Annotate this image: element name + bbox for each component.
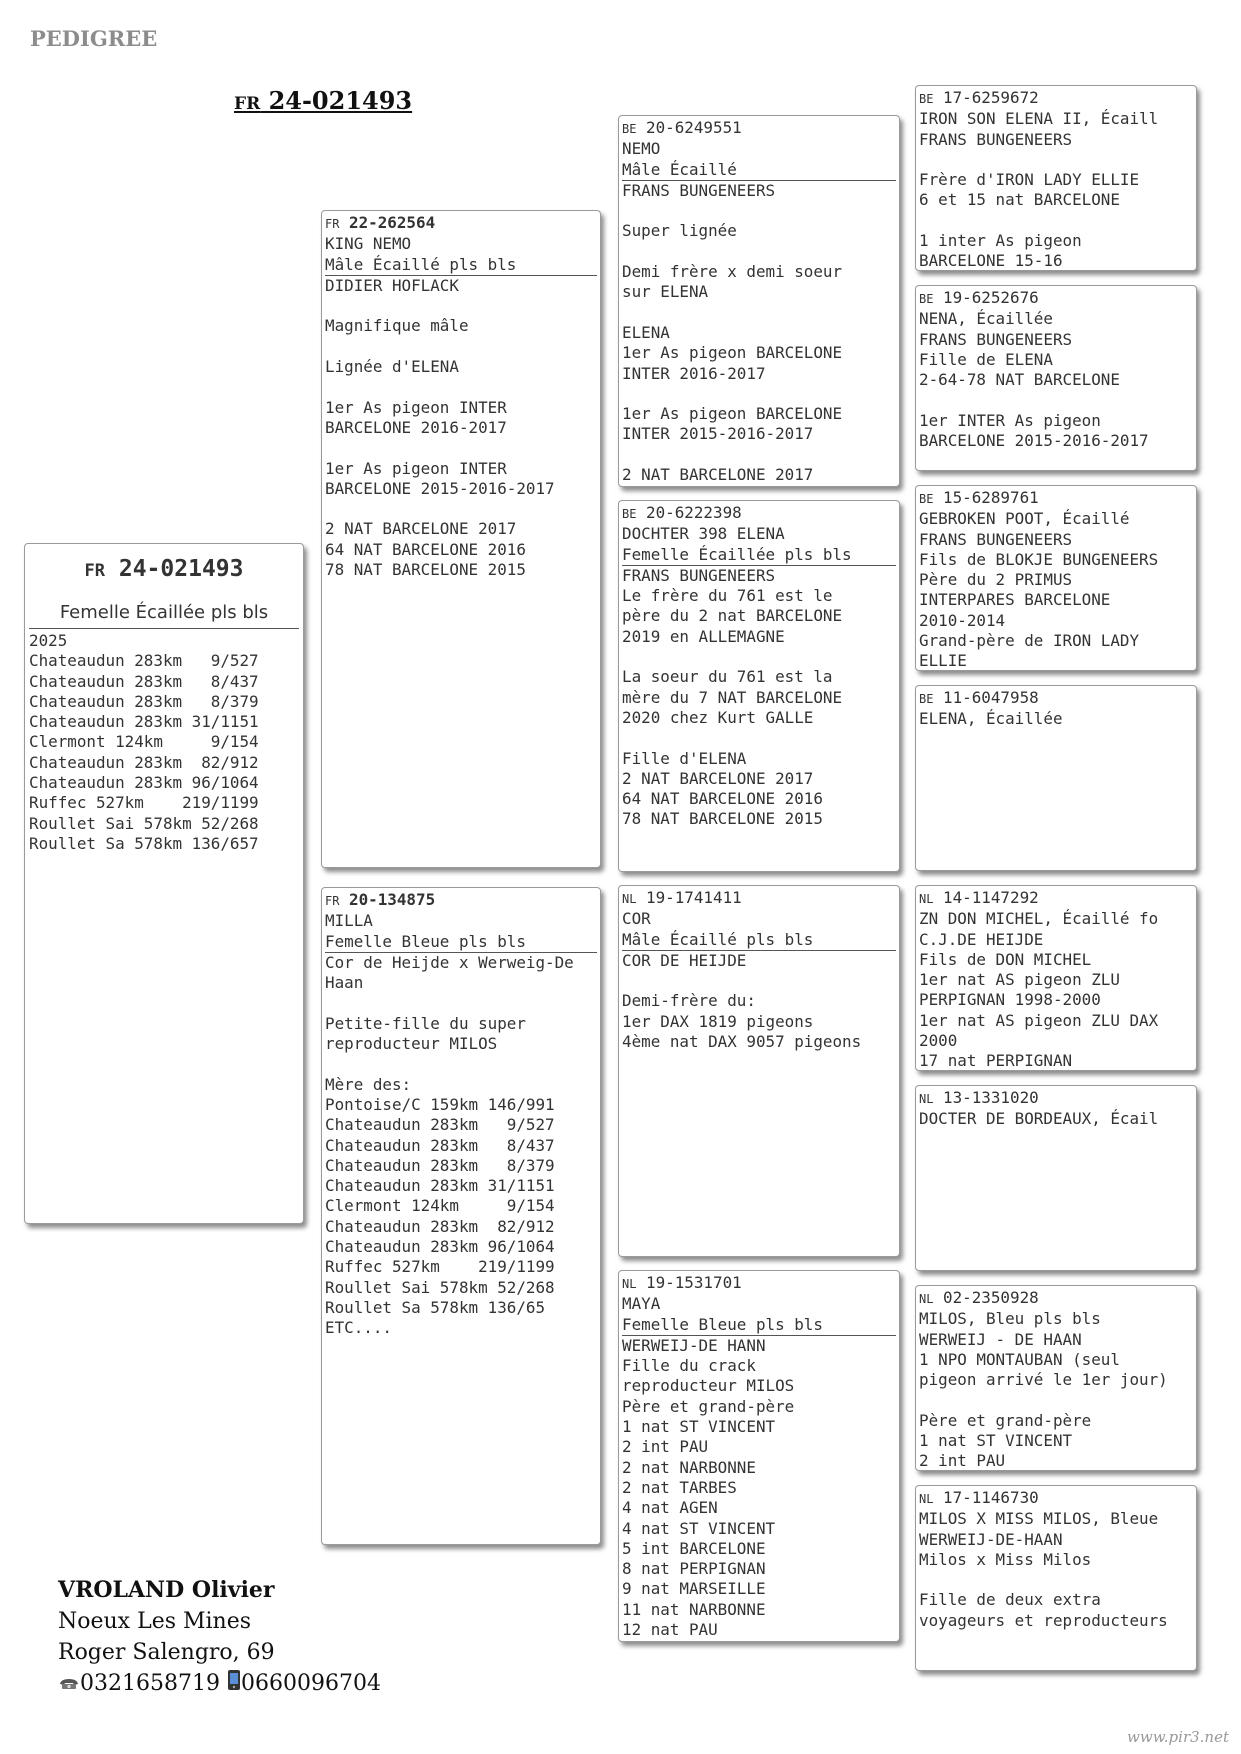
sire-lines	[325, 276, 597, 580]
sire-dam-sire-ring	[919, 488, 1193, 509]
pedigree-line: 2 nat TARBES	[622, 1477, 737, 1497]
pedigree-line: COR DE HEIJDE	[622, 950, 747, 970]
pedigree-line: 2 NAT BARCELONE 2017	[622, 768, 814, 788]
page-title: PEDIGREE	[30, 26, 158, 51]
pedigree-line: Ruffec 527km 219/1199	[29, 793, 259, 813]
sire-dam-country: BE	[622, 507, 637, 521]
pedigree-line: MILOS, Bleu pls bls	[919, 1309, 1101, 1329]
sire-dam-lines	[622, 566, 896, 830]
pedigree-line: 17 nat PERPIGNAN	[919, 1051, 1073, 1071]
dam-description: Femelle Bleue pls bls	[325, 932, 597, 953]
dam-sire-sire-lines	[919, 909, 1193, 1071]
pedigree-line: DIDIER HOFLACK	[325, 275, 459, 295]
dam-dam-country: NL	[622, 1277, 637, 1291]
pedigree-line: ZN DON MICHEL, Écaillé fo	[919, 909, 1159, 929]
breeder-street: Roger Salengro, 69	[58, 1640, 275, 1665]
pedigree-line: 2025	[29, 631, 68, 650]
breeder-city: Noeux Les Mines	[58, 1609, 252, 1634]
sire-sire-dam-ring-number: 19-6252676	[943, 288, 1039, 307]
pedigree-line: 2 int PAU	[622, 1437, 709, 1457]
pedigree-line	[325, 377, 597, 397]
pedigree-line: Pontoise/C 159km 146/991	[325, 1094, 555, 1114]
pedigree-line	[622, 303, 896, 323]
pedigree-line: Super lignée	[622, 221, 737, 241]
dam-sire-card	[618, 885, 900, 1257]
sire-dam-dam-card	[915, 685, 1197, 871]
pedigree-line: INTER 2015-2016-2017	[622, 424, 814, 444]
pedigree-line: 1er nat AS pigeon ZLU DAX	[919, 1010, 1159, 1030]
pedigree-line: Petite-fille du super	[325, 1013, 526, 1033]
pedigree-line: 4ème nat DAX 9057 pigeons	[622, 1032, 862, 1052]
pedigree-line: 1 inter As pigeon	[919, 231, 1082, 251]
pedigree-line: 1er As pigeon INTER	[325, 397, 507, 417]
pedigree-line: Ruffec 527km 219/1199	[325, 1257, 555, 1277]
pedigree-line: Fille de deux extra	[919, 1590, 1101, 1610]
dam-dam-sire-ring	[919, 1288, 1193, 1309]
pedigree-line: Chateaudun 283km 96/1064	[325, 1237, 555, 1257]
sire-dam-sire-ring-number: 15-6289761	[943, 488, 1039, 507]
sire-country: FR	[325, 217, 340, 231]
dam-sire-lines	[622, 951, 896, 1052]
sire-dam-dam-lines	[919, 709, 1193, 729]
pedigree-line: 1er nat AS pigeon ZLU	[919, 970, 1120, 990]
pedigree-line: pigeon arrivé le 1er jour)	[919, 1370, 1168, 1390]
mobile-icon	[227, 1669, 241, 1700]
pedigree-line: 1er DAX 1819 pigeons	[622, 1011, 814, 1031]
pedigree-line	[325, 296, 597, 316]
pedigree-line: Chateaudun 283km 96/1064	[29, 773, 259, 793]
dam-lines	[325, 953, 597, 1339]
pedigree-line: 1er As pigeon INTER	[325, 458, 507, 478]
dam-ring	[325, 890, 597, 911]
sire-dam-sire-country: BE	[919, 492, 934, 506]
dam-sire-sire-ring	[919, 888, 1193, 909]
pedigree-line: GEBROKEN POOT, Écaillé	[919, 509, 1130, 529]
pedigree-line: Chateaudun 283km 8/379	[29, 691, 259, 711]
subject-card	[24, 543, 304, 1224]
pedigree-line: INTER 2016-2017	[622, 363, 766, 383]
pedigree-line: MILOS X MISS MILOS, Bleue	[919, 1509, 1159, 1529]
pedigree-line: Père et grand-père	[919, 1410, 1092, 1430]
pedigree-line: PERPIGNAN 1998-2000	[919, 990, 1101, 1010]
pedigree-line: Père du 2 PRIMUS	[919, 570, 1073, 590]
sire-dam-sire-lines	[919, 509, 1193, 671]
dam-sire-name: COR	[622, 909, 651, 929]
breeder-name: VROLAND Olivier	[58, 1577, 275, 1603]
dam-sire-ring-number: 19-1741411	[646, 888, 742, 907]
pedigree-line: Chateaudun 283km 31/1151	[325, 1176, 555, 1196]
pedigree-line: 1 NPO MONTAUBAN (seul	[919, 1349, 1120, 1369]
pedigree-line: Milos x Miss Milos	[919, 1549, 1092, 1569]
pedigree-line: 1er INTER As pigeon	[919, 410, 1101, 430]
pedigree-line: reproducteur MILOS	[622, 1376, 795, 1396]
pedigree-line: 4 nat AGEN	[622, 1498, 718, 1518]
heading-country: FR	[234, 94, 261, 114]
dam-sire-sire-card	[915, 885, 1197, 1071]
pedigree-line: reproducteur MILOS	[325, 1034, 498, 1054]
breeder-info	[58, 1575, 381, 1700]
pedigree-line	[622, 728, 896, 748]
pedigree-line	[325, 1054, 597, 1074]
pedigree-line: 2 nat NARBONNE	[622, 1457, 756, 1477]
pedigree-line: Chateaudun 283km 82/912	[325, 1216, 555, 1236]
sire-sire-dam-country: BE	[919, 292, 934, 306]
breeder-phones	[58, 1668, 381, 1700]
sire-dam-card	[618, 500, 900, 872]
pedigree-line: FRANS BUNGENEERS	[622, 565, 776, 585]
sire-sire-description: Mâle Écaillé	[622, 160, 896, 181]
pedigree-line: WERWEIJ-DE HANN	[622, 1335, 766, 1355]
dam-ring-number: 20-134875	[349, 890, 436, 909]
pedigree-line: Magnifique mâle	[325, 316, 469, 336]
pedigree-line	[325, 993, 597, 1013]
dam-sire-dam-ring-number: 13-1331020	[943, 1088, 1039, 1107]
pedigree-line	[622, 384, 896, 404]
dam-sire-sire-country: NL	[919, 892, 934, 906]
pedigree-line: Lignée d'ELENA	[325, 357, 459, 377]
pedigree-line: Roullet Sa 578km 136/657	[29, 833, 259, 853]
pedigree-line: 78 NAT BARCELONE 2015	[622, 809, 823, 829]
pedigree-line: 8 nat PERPIGNAN	[622, 1559, 766, 1579]
heading-ring	[234, 86, 412, 115]
pedigree-line	[919, 211, 1193, 231]
dam-sire-country: NL	[622, 892, 637, 906]
pedigree-line	[622, 647, 896, 667]
pedigree-line: La soeur du 761 est la	[622, 667, 833, 687]
footer-site: www.pir3.net	[1127, 1728, 1229, 1746]
dam-dam-sire-country: NL	[919, 1292, 934, 1306]
pedigree-line: Fille de ELENA	[919, 349, 1053, 369]
pedigree-line: 2 NAT BARCELONE 2017	[325, 519, 517, 539]
pedigree-line: Fille d'ELENA	[622, 748, 747, 768]
pedigree-line	[325, 499, 597, 519]
pedigree-line: 1er As pigeon BARCELONE	[622, 343, 843, 363]
pedigree-line: Mère des:	[325, 1074, 412, 1094]
pedigree-line: Le frère du 761 est le	[622, 586, 833, 606]
pedigree-line: C.J.DE HEIJDE	[919, 929, 1044, 949]
pedigree-line: BARCELONE 2016-2017	[325, 417, 507, 437]
breeder-mobile: 0660096704	[240, 1671, 381, 1696]
sire-sire-ring	[622, 118, 896, 139]
sire-sire-lines	[622, 181, 896, 485]
sire-description: Mâle Écaillé pls bls	[325, 255, 597, 276]
sire-sire-card	[618, 115, 900, 487]
pedigree-line: Fils de BLOKJE BUNGENEERS	[919, 549, 1159, 569]
pedigree-line: INTERPARES BARCELONE	[919, 590, 1111, 610]
sire-ring	[325, 213, 597, 234]
sire-sire-ring-number: 20-6249551	[646, 118, 742, 137]
dam-sire-ring	[622, 888, 896, 909]
dam-dam-card	[618, 1270, 900, 1642]
breeder-phone: 0321658719	[80, 1671, 220, 1696]
pedigree-line: voyageurs et reproducteurs	[919, 1610, 1168, 1630]
dam-dam-ring-number: 19-1531701	[646, 1273, 742, 1292]
subject-ring	[29, 552, 299, 588]
dam-sire-dam-country: NL	[919, 1092, 934, 1106]
dam-sire-description: Mâle Écaillé pls bls	[622, 930, 896, 951]
sire-dam-dam-ring	[919, 688, 1193, 709]
dam-dam-sire-ring-number: 02-2350928	[943, 1288, 1039, 1307]
pedigree-line: sur ELENA	[622, 282, 709, 302]
pedigree-line: 2 int PAU	[919, 1451, 1006, 1471]
pedigree-line: Fils de DON MICHEL	[919, 949, 1092, 969]
pedigree-line: mère du 7 NAT BARCELONE	[622, 687, 843, 707]
sire-sire-sire-lines	[919, 109, 1193, 271]
sire-sire-sire-ring-number: 17-6259672	[943, 88, 1039, 107]
pedigree-line: 4 nat ST VINCENT	[622, 1518, 776, 1538]
sire-sire-sire-ring	[919, 88, 1193, 109]
pedigree-line: 1 nat ST VINCENT	[919, 1431, 1073, 1451]
sire-dam-dam-ring-number: 11-6047958	[943, 688, 1039, 707]
pedigree-line: NENA, Écaillée	[919, 309, 1053, 329]
pedigree-line: Roullet Sa 578km 136/65	[325, 1297, 546, 1317]
sire-sire-country: BE	[622, 122, 637, 136]
sire-card	[321, 210, 601, 868]
pedigree-line: WERWEIJ - DE HAAN	[919, 1329, 1082, 1349]
sire-sire-dam-card	[915, 285, 1197, 471]
phone-icon	[58, 1669, 80, 1700]
sire-dam-dam-country: BE	[919, 692, 934, 706]
subject-country: FR	[84, 561, 105, 581]
subject-description: Femelle Écaillée pls bls	[29, 598, 299, 629]
pedigree-line: 2019 en ALLEMAGNE	[622, 626, 785, 646]
pedigree-line: BARCELONE 2015-2016-2017	[325, 478, 555, 498]
sire-sire-sire-card	[915, 85, 1197, 271]
pedigree-line: WERWEIJ-DE-HAAN	[919, 1529, 1063, 1549]
pedigree-line: Chateaudun 283km 31/1151	[29, 712, 259, 732]
dam-sire-dam-card	[915, 1085, 1197, 1271]
pedigree-line: Chateaudun 283km 8/437	[325, 1135, 555, 1155]
pedigree-line: Roullet Sai 578km 52/268	[29, 813, 259, 833]
pedigree-line: 12 nat PAU	[622, 1620, 718, 1640]
pedigree-line	[622, 201, 896, 221]
pedigree-line: ETC....	[325, 1318, 392, 1338]
pedigree-line	[919, 1570, 1193, 1590]
sire-dam-ring-number: 20-6222398	[646, 503, 742, 522]
dam-dam-dam-lines	[919, 1509, 1193, 1631]
pedigree-line: BARCELONE 15-16	[919, 251, 1063, 271]
pedigree-line: 9 nat MARSEILLE	[622, 1579, 766, 1599]
pedigree-line: Clermont 124km 9/154	[29, 732, 259, 752]
sire-dam-name: DOCHTER 398 ELENA	[622, 524, 785, 544]
pedigree-line: 11 nat NARBONNE	[622, 1599, 766, 1619]
sire-sire-dam-lines	[919, 309, 1193, 451]
dam-dam-dam-country: NL	[919, 1492, 934, 1506]
dam-dam-dam-card	[915, 1485, 1197, 1671]
pedigree-line: Chateaudun 283km 9/527	[325, 1115, 555, 1135]
pedigree-line: 2010-2014	[919, 610, 1006, 630]
pedigree-line: 2000	[919, 1031, 958, 1051]
pedigree-line: IRON SON ELENA II, Écaill	[919, 109, 1159, 129]
dam-sire-sire-ring-number: 14-1147292	[943, 888, 1039, 907]
pedigree-line: FRANS BUNGENEERS	[622, 180, 776, 200]
dam-dam-sire-lines	[919, 1309, 1193, 1471]
dam-dam-sire-card	[915, 1285, 1197, 1471]
pedigree-line: 64 NAT BARCELONE 2016	[622, 789, 823, 809]
pedigree-line	[622, 971, 896, 991]
pedigree-line: Roullet Sai 578km 52/268	[325, 1277, 555, 1297]
pedigree-line: Père et grand-père	[622, 1396, 795, 1416]
pedigree-line: DOCTER DE BORDEAUX, Écail	[919, 1109, 1159, 1129]
heading-ring-number: 24-021493	[268, 86, 413, 115]
dam-sire-dam-ring	[919, 1088, 1193, 1109]
pedigree-line	[919, 390, 1193, 410]
dam-dam-dam-ring	[919, 1488, 1193, 1509]
sire-ring-number: 22-262564	[349, 213, 436, 232]
pedigree-line	[325, 337, 597, 357]
pedigree-line: Demi frère x demi soeur	[622, 262, 843, 282]
pedigree-line: 2-64-78 NAT BARCELONE	[919, 370, 1120, 390]
pedigree-line: Haan	[325, 973, 364, 993]
pedigree-line: FRANS BUNGENEERS	[919, 329, 1073, 349]
pedigree-line: Fille du crack	[622, 1356, 756, 1376]
pedigree-line: 1 nat ST VINCENT	[622, 1417, 776, 1437]
pedigree-line: Grand-père de IRON LADY	[919, 631, 1140, 651]
pedigree-line: Chateaudun 283km 8/437	[29, 671, 259, 691]
sire-dam-description: Femelle Écaillée pls bls	[622, 545, 896, 566]
pedigree-line	[622, 445, 896, 465]
pedigree-line: Demi-frère du:	[622, 991, 756, 1011]
pedigree-line: Chateaudun 283km 82/912	[29, 752, 259, 772]
pedigree-line	[919, 150, 1193, 170]
pedigree-line: ELENA	[622, 322, 670, 342]
pedigree-line: Clermont 124km 9/154	[325, 1196, 555, 1216]
pedigree-line: 5 int BARCELONE	[622, 1538, 766, 1558]
sire-dam-sire-card	[915, 485, 1197, 671]
dam-dam-dam-ring-number: 17-1146730	[943, 1488, 1039, 1507]
sire-sire-sire-country: BE	[919, 92, 934, 106]
pedigree-line: Chateaudun 283km 9/527	[29, 651, 259, 671]
pedigree-line: FRANS BUNGENEERS	[919, 129, 1073, 149]
pedigree-line: père du 2 nat BARCELONE	[622, 606, 843, 626]
subject-lines	[29, 631, 299, 854]
pedigree-line	[622, 242, 896, 262]
sire-dam-ring	[622, 503, 896, 524]
pedigree-line: 78 NAT BARCELONE 2015	[325, 560, 526, 580]
pedigree-line: 6 et 15 nat BARCELONE	[919, 190, 1120, 210]
pedigree-line: ELENA, Écaillée	[919, 709, 1063, 729]
dam-dam-name: MAYA	[622, 1294, 661, 1314]
pedigree-line: 2020 chez Kurt GALLE	[622, 707, 814, 727]
subject-ring-number: 24-021493	[118, 556, 244, 582]
pedigree-line: FRANS BUNGENEERS	[919, 529, 1073, 549]
pedigree-line: 1er As pigeon BARCELONE	[622, 404, 843, 424]
pedigree-line: Chateaudun 283km 8/379	[325, 1155, 555, 1175]
pedigree-line	[325, 438, 597, 458]
dam-name: MILLA	[325, 911, 373, 931]
pedigree-line: BARCELONE 2015-2016-2017	[919, 431, 1149, 451]
dam-dam-ring	[622, 1273, 896, 1294]
dam-dam-lines	[622, 1336, 896, 1640]
sire-sire-name: NEMO	[622, 139, 661, 159]
sire-sire-dam-ring	[919, 288, 1193, 309]
pedigree-line: Cor de Heijde x Werweig-De	[325, 952, 574, 972]
dam-card	[321, 887, 601, 1545]
pedigree-line: 2 NAT BARCELONE 2017	[622, 465, 814, 485]
pedigree-line	[919, 1390, 1193, 1410]
pedigree-line: Frère d'IRON LADY ELLIE	[919, 170, 1140, 190]
dam-country: FR	[325, 894, 340, 908]
sire-name: KING NEMO	[325, 234, 412, 254]
dam-dam-description: Femelle Bleue pls bls	[622, 1315, 896, 1336]
dam-sire-dam-lines	[919, 1109, 1193, 1129]
pedigree-line: 64 NAT BARCELONE 2016	[325, 539, 526, 559]
pedigree-line: ELLIE	[919, 651, 967, 671]
